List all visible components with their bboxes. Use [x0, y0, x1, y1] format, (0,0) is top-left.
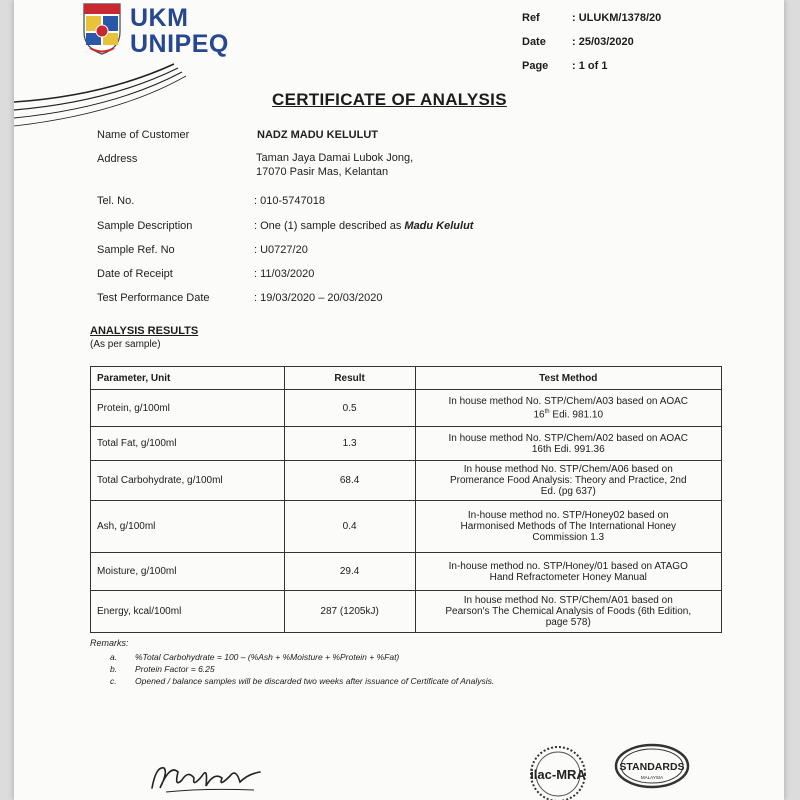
table-row: [91, 591, 722, 633]
column-header-parameter: Parameter, Unit: [91, 367, 285, 390]
tel-value: : 010-5747018: [254, 195, 325, 207]
method-cell: [415, 553, 721, 591]
method-cell: [415, 427, 721, 461]
analysis-results-subheading: (As per sample): [90, 339, 161, 350]
result-cell: 287 (1205kJ): [284, 591, 415, 633]
standards-logo-text: STANDARDS: [619, 761, 685, 773]
column-header-method: Test Method: [415, 367, 721, 390]
signature-image: [144, 758, 269, 800]
method-line: In house method No. STP/Chem/A06 based on: [463, 464, 673, 475]
receipt-date-value: : 11/03/2020: [254, 268, 315, 280]
table-row: [91, 553, 722, 591]
ilac-mra-logo: [519, 742, 597, 800]
customer-name-label: Name of Customer: [97, 129, 190, 141]
remarks-title: Remarks:: [90, 638, 129, 648]
method-line: In house method No. STP/Chem/A03 based on AOAC: [448, 395, 689, 407]
parameter-cell: Energy, kcal/100ml: [91, 591, 285, 633]
swoosh-decoration: [14, 56, 194, 136]
table-row: [91, 501, 722, 553]
method-cell: [415, 390, 721, 427]
method-line: In-house method no. STP/Honey/01 based on ATAGO: [448, 560, 688, 572]
ref-value: : ULUKM/1378/20: [572, 12, 662, 24]
result-cell: 0.5: [284, 390, 415, 427]
method-line: Pearson's The Chemical Analysis of Foods (6th Edition,: [445, 606, 692, 617]
method-line: Harmonised Methods of The International Honey: [460, 521, 676, 532]
table-row: [91, 427, 722, 461]
brand-name-line1: UKM: [130, 4, 189, 32]
remark-text: %Total Carbohydrate = 100 – (%Ash + %Moisture + %Protein + %Fat): [135, 652, 400, 662]
table-row: [91, 461, 722, 501]
table-row: [91, 390, 722, 427]
standards-logo-subtext: MALAYSIA: [640, 775, 664, 780]
method-line: Ed. (pg 637): [540, 486, 596, 497]
results-table: [90, 366, 722, 633]
parameter-cell: Moisture, g/100ml: [91, 553, 285, 591]
method-line: In-house method no. STP/Honey02 based on: [467, 510, 669, 521]
method-line: 16th Edi. 991.36: [531, 443, 605, 455]
table-header-row: [91, 367, 722, 390]
remark-letter: a.: [110, 652, 118, 662]
tel-label: Tel. No.: [97, 195, 135, 207]
sample-ref-label: Sample Ref. No: [97, 244, 175, 256]
brand-name-line2: UNIPEQ: [130, 30, 229, 58]
ukm-crest-logo: [82, 2, 122, 56]
method-edition-rest: Edi. 981.10: [549, 409, 604, 421]
parameter-cell: Protein, g/100ml: [91, 390, 285, 427]
sample-description-prefix: : One (1) sample described as: [254, 220, 405, 232]
address-label: Address: [97, 153, 138, 165]
ilac-logo-text: ilac-MRA: [530, 767, 586, 782]
remark-letter: b.: [110, 664, 118, 674]
method-cell: [415, 501, 721, 553]
method-line: Hand Refractometer Honey Manual: [489, 571, 647, 583]
page-value: : 1 of 1: [572, 60, 608, 72]
sample-name: Madu Kelulut: [404, 220, 474, 232]
page-label: Page: [522, 60, 549, 72]
method-line: In house method No. STP/Chem/A01 based on: [463, 595, 673, 606]
sample-description-label: Sample Description: [97, 220, 193, 232]
document-title: CERTIFICATE OF ANALYSIS: [272, 90, 507, 109]
method-cell: [415, 591, 721, 633]
address-line1: Taman Jaya Damai Lubok Jong,: [256, 152, 414, 164]
remark-text: Opened / balance samples will be discarded two weeks after issuance of Certificate of Analysis.: [135, 676, 495, 686]
method-cell: [415, 461, 721, 501]
result-cell: 0.4: [284, 501, 415, 553]
method-line: page 578): [545, 617, 591, 628]
result-cell: 1.3: [284, 427, 415, 461]
date-label: Date: [522, 36, 546, 48]
ref-label: Ref: [522, 12, 540, 24]
customer-name-value: NADZ MADU KELULUT: [257, 129, 378, 141]
method-edition-suffix: th: [544, 408, 550, 415]
sample-description-value: [254, 220, 473, 232]
remark-text: Protein Factor = 6.25: [135, 664, 215, 674]
test-date-label: Test Performance Date: [97, 292, 210, 304]
sample-ref-value: : U0727/20: [254, 244, 308, 256]
date-value: : 25/03/2020: [572, 36, 634, 48]
analysis-results-heading: ANALYSIS RESULTS: [90, 325, 199, 337]
method-edition: 16: [533, 409, 545, 421]
parameter-cell: Total Carbohydrate, g/100ml: [91, 461, 285, 501]
method-line: [420, 407, 717, 420]
result-cell: 68.4: [284, 461, 415, 501]
method-line: Commission 1.3: [532, 532, 605, 543]
remark-letter: c.: [110, 676, 117, 686]
result-cell: 29.4: [284, 553, 415, 591]
receipt-date-label: Date of Receipt: [97, 268, 173, 280]
column-header-result: Result: [284, 367, 415, 390]
certificate-page: [14, 0, 784, 800]
parameter-cell: Total Fat, g/100ml: [91, 427, 285, 461]
test-date-value: : 19/03/2020 – 20/03/2020: [254, 292, 383, 304]
method-line: In house method No. STP/Chem/A02 based on AOAC: [448, 432, 689, 444]
parameter-cell: Ash, g/100ml: [91, 501, 285, 553]
address-line2: 17070 Pasir Mas, Kelantan: [256, 166, 389, 178]
standards-malaysia-logo: [611, 740, 693, 800]
method-line: Promerance Food Analysis: Theory and Practice, 2nd: [449, 475, 687, 486]
